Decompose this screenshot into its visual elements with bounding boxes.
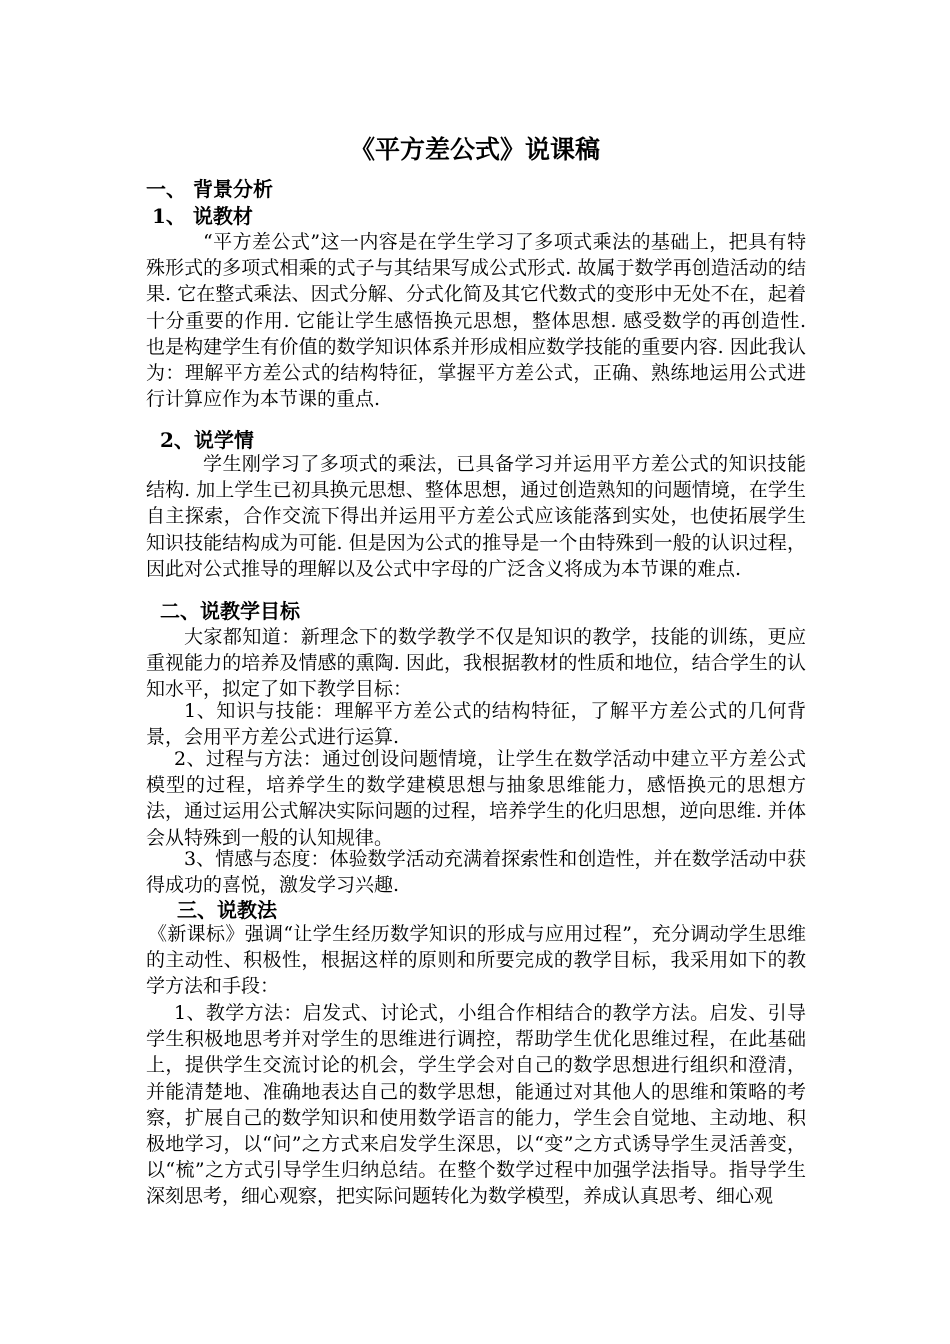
paragraph-textbook: “平方差公式”这一内容是在学生学习了多项式乘法的基础上，把具有特殊形式的多项式相乘的式子与其结果写成公式形式. 故属于数学再创造活动的结果. 它在整式乘法、因式分解、分式化简及其它代数式的变形中无处不在，起着十分重要的作用. 它能让学生感悟换元思想，整体思想. 感受数学的再创造性. 也是构建学生有价值的数学知识体系并形成相应数学技能的重要内容. 因此我认为：理解平方差公式的结构特征，掌握平方差公式，正确、熟练地运用公式进行计算应作为本节课的重点. bbox=[146, 231, 806, 411]
section-heading-textbook: 1、 说教材 bbox=[152, 204, 253, 228]
list-item-method-teaching: 1、教学方法：启发式、讨论式，小组合作相结合的教学方法。启发、引导学生积极地思考并对学生的思维进行调控，帮助学生优化思维过程，在此基础上，提供学生交流讨论的机会，学生学会对自己的数学思想进行组织和澄清，并能清楚地、准确地表达自己的数学思想，能通过对其他人的思维和策略的考察，扩展自己的数学知识和使用数学语言的能力，学生会自觉地、主动地、积极地学习，以“问”之方式来启发学生深思，以“变”之方式诱导学生灵活善变，以“梳”之方式引导学生归纳总结。在整个数学过程中加强学法指导。指导学生深刻思考，细心观察，把实际问题转化为数学模型，养成认真思考、细心观 bbox=[146, 1002, 806, 1208]
paragraph-methods-intro: 《新课标》强调“让学生经历数学知识的形成与应用过程”，充分调动学生思维的主动性、积极性，根据这样的原则和所要完成的教学目标，我采用如下的教学方法和手段： bbox=[146, 923, 806, 998]
section-heading-students: 2、说学情 bbox=[160, 428, 254, 452]
paragraph-students: 学生刚学习了多项式的乘法，已具备学习并运用平方差公式的知识技能结构. 加上学生已初具换元思想、整体思想，通过创造熟知的问题情境，在学生自主探索，合作交流下得出并运用平方差公式应该能落到实处，也使拓展学生知识技能结构成为可能. 但是因为公式的推导是一个由特殊到一般的认识过程，因此对公式推导的理解以及公式中字母的广泛含义将成为本节课的难点. bbox=[146, 453, 806, 580]
list-item-objective-process: 2、过程与方法：通过创设问题情境，让学生在数学活动中建立平方差公式模型的过程，培养学生的数学建模思想与抽象思维能力，感悟换元的思想方法，通过运用公式解决实际问题的过程，培养学生的化归思想，逆向思维. 并体会从特殊到一般的认知规律。 bbox=[146, 748, 806, 849]
paragraph-objectives-intro: 大家都知道：新理念下的数学教学不仅是知识的教学，技能的训练，更应重视能力的培养及情感的熏陶. 因此，我根据教材的性质和地位，结合学生的认知水平，拟定了如下教学目标： bbox=[146, 626, 806, 701]
list-item-objective-knowledge: 1、知识与技能：理解平方差公式的结构特征，了解平方差公式的几何背景，会用平方差公式进行运算. bbox=[146, 700, 806, 749]
section-heading-objectives: 二、说教学目标 bbox=[160, 599, 300, 623]
section-heading-methods: 三、说教法 bbox=[177, 898, 277, 922]
section-heading-background: 一、 背景分析 bbox=[146, 177, 273, 201]
list-item-objective-attitude: 3、情感与态度：体验数学活动充满着探索性和创造性，并在数学活动中获得成功的喜悦，激发学习兴趣. bbox=[146, 848, 806, 897]
document-title: 《平方差公式》说课稿 bbox=[349, 135, 600, 164]
